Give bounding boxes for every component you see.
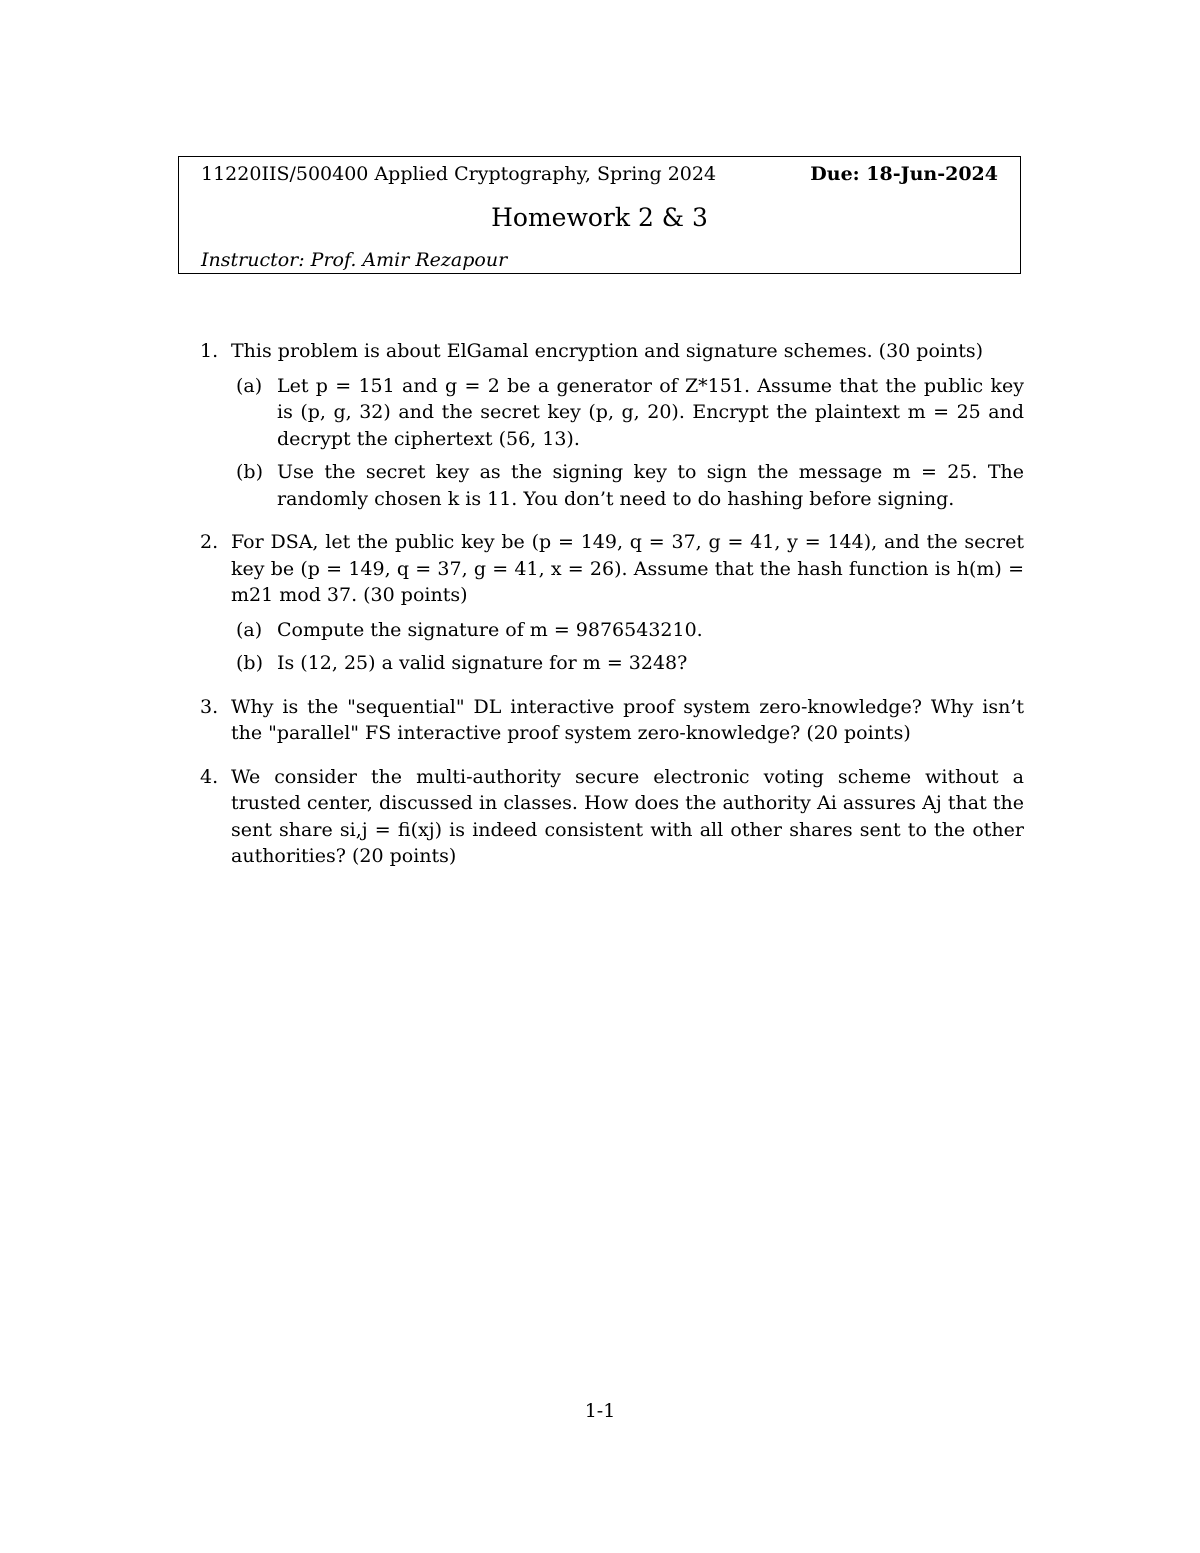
- subproblem-2a: [231, 617, 1024, 644]
- problem-list: [200, 338, 1024, 887]
- subproblem-label: (b): [236, 461, 263, 483]
- problem-3: [200, 694, 1024, 747]
- problem-number: 4.: [200, 765, 219, 788]
- subproblem-list: [231, 373, 1024, 513]
- subproblem-text: Let p = 151 and g = 2 be a generator of Z*151. Assume that the public key is (p, g, 32) and the secret key (p, g, 20). Encrypt the plaintext m = 25 and decrypt the ciphertext (56, 13).: [277, 374, 1024, 450]
- problem-4: [200, 764, 1024, 870]
- subproblem-label: (a): [236, 618, 263, 641]
- subproblem-text: Use the secret key as the signing key to sign the message m = 25. The randomly chosen k is 11. You don’t need to do hashing before signing.: [277, 461, 1024, 510]
- problem-number: 3.: [200, 695, 219, 718]
- homework-title: Homework 2 & 3: [491, 203, 708, 232]
- subproblem-list: [231, 617, 1024, 677]
- problem-text: We consider the multi-authority secure electronic voting scheme without a trusted center, discussed in classes. How does the authority Ai assures Aj that the sent share si,j = fi(xj) is indeed consistent with all other shares sent to the other authorities? (20 points): [231, 765, 1024, 867]
- problem-number: 2.: [200, 531, 219, 553]
- subproblem-text: Is (12, 25) a valid signature for m = 3248?: [277, 652, 688, 674]
- subproblem-label: (a): [236, 374, 263, 397]
- header-box: [178, 156, 1021, 274]
- instructor: Instructor: Prof. Amir Rezapour: [201, 249, 508, 271]
- subproblem-2b: [231, 650, 1024, 677]
- page-number: 1-1: [584, 1400, 616, 1422]
- problem-number: 1.: [200, 340, 219, 362]
- due-date: Due: 18-Jun-2024: [810, 163, 998, 185]
- subproblem-1a: [231, 373, 1024, 453]
- problem-text: For DSA, let the public key be (p = 149, q = 37, g = 41, y = 144), and the secret key be (p = 149, q = 37, g = 41, x = 26). Assume that the hash function is h(m) = m21 mod 37. (30 points): [231, 531, 1024, 606]
- subproblem-text: Compute the signature of m = 9876543210.: [277, 618, 703, 641]
- subproblem-1b: [231, 459, 1024, 512]
- problem-2: [200, 529, 1024, 677]
- problem-text: This problem is about ElGamal encryption and signature schemes. (30 points): [231, 340, 984, 362]
- subproblem-label: (b): [236, 652, 263, 674]
- problem-1: [200, 338, 1024, 512]
- course-title: 11220IIS/500400 Applied Cryptography, Spring 2024: [201, 163, 717, 185]
- problem-text: Why is the "sequential" DL interactive proof system zero-knowledge? Why isn’t the "parallel" FS interactive proof system zero-knowledge? (20 points): [231, 695, 1024, 744]
